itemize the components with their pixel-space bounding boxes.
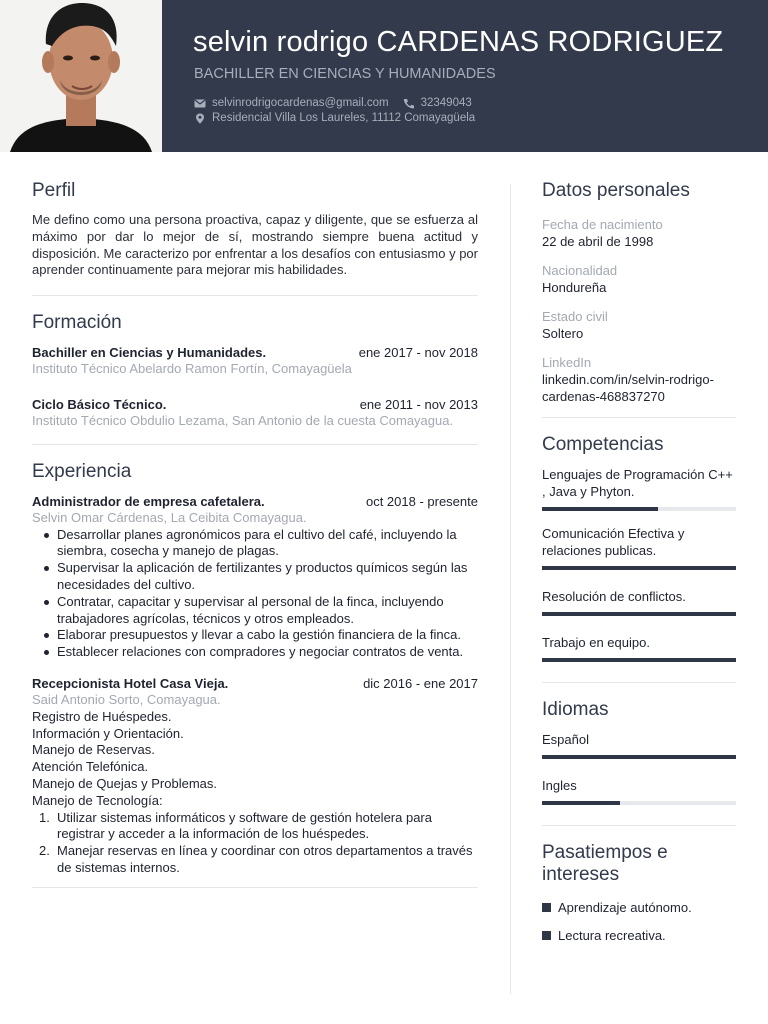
skill-bar-fill (542, 507, 658, 511)
profile-photo (0, 0, 162, 152)
skill-bar (542, 507, 736, 511)
hobby-item (542, 900, 736, 915)
language-bar-fill (542, 801, 620, 805)
job-dates: oct 2018 - presente (365, 493, 478, 509)
job-company: Selvin Omar Cárdenas, La Ceibita Comayagua. (32, 509, 307, 525)
section-title-competencias: Competencias (542, 434, 664, 455)
list-text: Utilizar sistemas informáticos y software de gestión hotelera para registrar y acceder a la información de los huéspedes. (57, 809, 432, 842)
job-entry (32, 493, 478, 661)
side-column (542, 180, 736, 956)
list-item (39, 843, 478, 877)
job-line: Manejo de Reservas. (32, 742, 155, 758)
divider (542, 417, 736, 418)
phone-icon (403, 98, 415, 109)
section-title-pasatiempos: Pasatiempos e intereses (542, 842, 668, 885)
personal-field (542, 216, 736, 250)
job-line: Información y Orientación. (32, 725, 184, 741)
skill-label: Comunicación Efectiva y relaciones publicas. (542, 526, 685, 558)
job-dates: dic 2016 - ene 2017 (363, 675, 478, 691)
section-formacion (32, 312, 478, 430)
section-idiomas (542, 699, 736, 805)
job-company: Said Antonio Sorto, Comayagua. (32, 691, 221, 707)
column-divider (510, 184, 511, 994)
divider (542, 682, 736, 683)
education-school: Instituto Técnico Obdulio Lezama, San Antonio de la cuesta Comayagua. (32, 412, 454, 428)
linkedin-link[interactable]: linkedin.com/in/selvin-rodrigo-cardenas-468837270 (542, 372, 714, 404)
section-title-datos: Datos personales (542, 180, 690, 201)
section-title-perfil: Perfil (32, 180, 76, 201)
address-text: Residencial Villa Los Laureles, 11112 Comayagüela (212, 112, 476, 124)
list-number: 2. (39, 843, 50, 859)
list-item: Establecer relaciones con compradores y negociar contratos de venta. (57, 644, 478, 661)
section-perfil (32, 180, 478, 279)
job-line: Registro de Huéspedes. (32, 708, 172, 724)
hobby-label: Aprendizaje autónomo. (558, 900, 692, 915)
section-experiencia (32, 461, 478, 877)
education-degree: Ciclo Básico Técnico. (32, 396, 167, 412)
contact-line-2 (194, 112, 475, 124)
education-school: Instituto Técnico Abelardo Ramon Fortín, Comayagüela (32, 361, 352, 377)
language-bar (542, 755, 736, 759)
hobby-item (542, 928, 736, 943)
language-label: Ingles (542, 778, 577, 793)
education-dates: ene 2017 - nov 2018 (358, 345, 478, 361)
candidate-title: BACHILLER EN CIENCIAS Y HUMANIDADES (194, 66, 496, 82)
personal-field (542, 308, 736, 342)
education-dates: ene 2011 - nov 2013 (359, 396, 478, 412)
section-competencias (542, 434, 736, 662)
divider (542, 825, 736, 826)
list-number: 1. (39, 809, 50, 825)
field-label: Fecha de nacimiento (542, 217, 663, 232)
section-pasatiempos (542, 842, 736, 943)
skill-label: Resolución de conflictos. (542, 589, 686, 604)
list-item: Contratar, capacitar y supervisar al personal de la finca, incluyendo trabajadores agrícolas, técnicos y otros empleados. (57, 594, 478, 628)
field-value: 22 de abril de 1998 (542, 234, 654, 249)
divider (32, 444, 478, 445)
skill-item (542, 634, 736, 662)
phone-text[interactable]: 32349043 (420, 97, 472, 109)
list-text: Manejar reservas en línea y coordinar con otros departamentos a través de sistemas internos. (57, 843, 473, 875)
language-item (542, 777, 736, 805)
skill-bar-fill (542, 566, 736, 570)
language-label: Español (542, 732, 589, 747)
square-bullet-icon (542, 903, 551, 912)
skill-bar (542, 566, 736, 570)
section-title-idiomas: Idiomas (542, 699, 609, 720)
field-value: Soltero (542, 326, 584, 341)
perfil-text: Me defino como una persona proactiva, capaz y diligente, que se esfuerza al máximo por dar lo mejor de sí, mostrando siempre buena actitud y disposición. Me caracterizo por enfrentar a los desafíos con entusiasmo y por aprender continuamente para mejorar mis habilidades. (32, 212, 478, 278)
personal-field (542, 262, 736, 296)
section-title-experiencia: Experiencia (32, 460, 132, 482)
skill-label: Trabajo en equipo. (542, 635, 650, 650)
section-title-formacion: Formación (32, 312, 122, 334)
divider (32, 295, 478, 296)
skill-bar-fill (542, 612, 736, 616)
personal-field (542, 354, 736, 405)
job-line: Atención Telefónica. (32, 759, 149, 775)
skill-item (542, 525, 736, 570)
job-line: Manejo de Tecnología: (32, 792, 163, 808)
field-label: LinkedIn (542, 355, 592, 370)
list-item: Elaborar presupuestos y llevar a cabo la gestión financiera de la finca. (57, 627, 478, 644)
list-item: Desarrollar planes agronómicos para el cultivo del café, incluyendo la siembra, cosecha y manejo de plagas. (57, 527, 478, 561)
email-text[interactable]: selvinrodrigocardenas@gmail.com (212, 97, 389, 109)
candidate-name: selvin rodrigo CARDENAS RODRIGUEZ (193, 26, 724, 58)
skill-bar (542, 612, 736, 616)
skill-item (542, 466, 736, 511)
education-entry (32, 396, 478, 430)
job-line: Manejo de Quejas y Problemas. (32, 775, 217, 791)
location-pin-icon (194, 113, 206, 124)
field-label: Estado civil (542, 309, 608, 324)
square-bullet-icon (542, 931, 551, 940)
job-duties-list (32, 527, 478, 661)
email-icon (194, 98, 206, 109)
hobby-label: Lectura recreativa. (558, 928, 666, 943)
section-datos-personales (542, 180, 736, 405)
skill-label: Lenguajes de Programación C++ , Java y Phyton. (542, 467, 733, 499)
main-column (32, 180, 478, 904)
job-role: Administrador de empresa cafetalera. (32, 493, 265, 509)
skill-item (542, 588, 736, 616)
header-banner (0, 0, 768, 152)
divider (32, 887, 478, 888)
education-entry (32, 344, 478, 378)
job-role: Recepcionista Hotel Casa Vieja. (32, 675, 229, 691)
technology-list (32, 810, 478, 877)
list-item (39, 809, 478, 844)
job-entry (32, 675, 478, 877)
list-item: Supervisar la aplicación de fertilizantes y productos químicos según las necesidades del cultivo. (57, 560, 478, 594)
language-bar (542, 801, 736, 805)
language-item (542, 731, 736, 759)
field-label: Nacionalidad (542, 263, 618, 278)
skill-bar (542, 658, 736, 662)
contact-line-1 (194, 97, 472, 109)
education-degree: Bachiller en Ciencias y Humanidades. (32, 345, 267, 361)
language-bar-fill (542, 755, 736, 759)
field-value: Hondureña (542, 280, 607, 295)
skill-bar-fill (542, 658, 736, 662)
